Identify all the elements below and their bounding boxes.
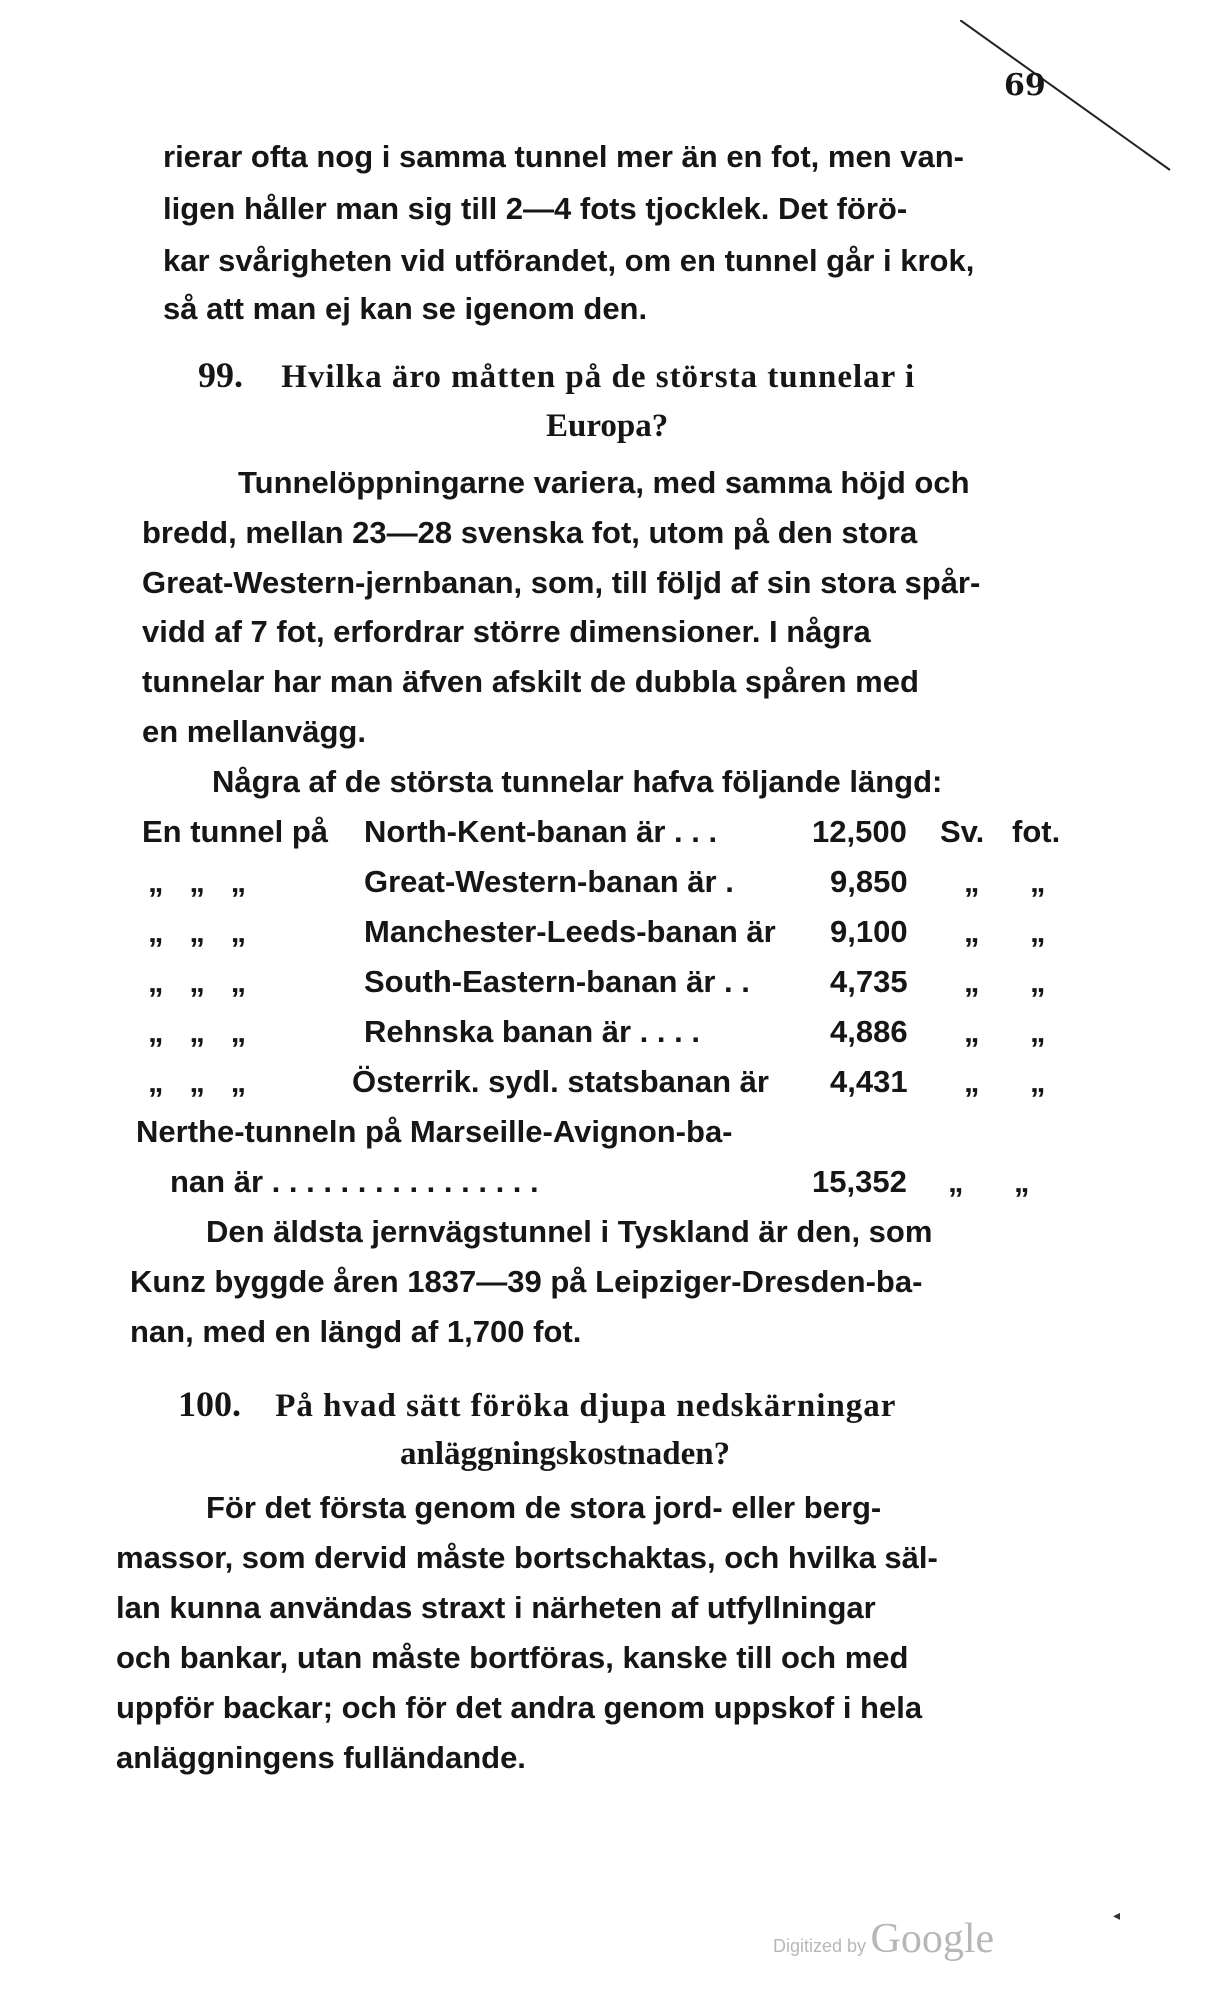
line-text: rierar ofta nog i samma tunnel mer än en fot, men van-	[163, 139, 965, 174]
text-line	[130, 1262, 922, 1302]
text-line	[206, 1488, 881, 1528]
text-line	[142, 563, 980, 603]
line-text: uppför backar; och för det andra genom uppskof i hela	[116, 1690, 923, 1725]
text-line	[116, 1738, 526, 1778]
line-text: bredd, mellan 23—28 svenska fot, utom på den stora	[142, 515, 918, 550]
section-heading-100	[178, 1384, 896, 1426]
heading-text: Europa?	[546, 408, 669, 444]
line-text: ligen håller man sig till 2—4 fots tjocklek. Det förö-	[163, 191, 908, 226]
text-line	[142, 662, 919, 702]
digitized-by-google-watermark	[773, 1915, 994, 1963]
line-text: Nerthe-tunneln på Marseille-Avignon-ba-	[136, 1114, 733, 1149]
row-value: 4,886	[830, 1014, 908, 1049]
row-unit: „	[1030, 864, 1046, 899]
heading-text: Hvilka äro måtten på de största tunnelar i	[281, 359, 916, 395]
line-text: Den äldsta jernvägstunnel i Tyskland är den, som	[206, 1214, 933, 1249]
text-line	[142, 513, 917, 553]
row-label: Rehnska banan är . . . .	[364, 1014, 700, 1049]
row-value: 4,735	[830, 964, 908, 999]
google-wordmark: Google	[870, 1916, 995, 1962]
line-text: och bankar, utan måste bortföras, kanske till och med	[116, 1640, 909, 1675]
row-label-prefix: „ „ „	[148, 964, 247, 999]
row-value: 4,431	[830, 1064, 908, 1099]
row-label-prefix: „ „ „	[148, 1014, 247, 1049]
text-line	[116, 1638, 908, 1678]
row-unit: Sv.	[940, 814, 985, 849]
row-unit: „	[964, 964, 980, 999]
text-line	[163, 189, 907, 229]
scan-mark: ◂	[1113, 1908, 1121, 1924]
row-unit: fot.	[1012, 814, 1061, 849]
line-text: lan kunna användas straxt i närheten af utfyllningar	[116, 1590, 876, 1625]
row-value: 15,352	[812, 1164, 907, 1199]
line-text: så att man ej kan se igenom den.	[163, 291, 648, 326]
row-unit: „	[1030, 1064, 1046, 1099]
heading-text: anläggningskostnaden?	[400, 1436, 731, 1472]
row-label: South-Eastern-banan är . .	[364, 964, 750, 999]
text-line	[136, 1112, 733, 1152]
row-unit: „	[1030, 964, 1046, 999]
text-line	[116, 1588, 876, 1628]
line-text: För det första genom de stora jord- eller berg-	[206, 1490, 882, 1525]
row-value: 9,850	[830, 864, 908, 899]
line-text: en mellanvägg.	[142, 714, 366, 749]
row-label: North-Kent-banan är . . .	[364, 814, 718, 849]
text-line	[163, 137, 1068, 177]
text-line	[116, 1688, 922, 1728]
row-label: Manchester-Leeds-banan är	[364, 914, 776, 949]
line-text: tunnelar har man äfven afskilt de dubbla spåren med	[142, 664, 919, 699]
row-value: 9,100	[830, 914, 908, 949]
row-label: Great-Western-banan är .	[364, 864, 734, 899]
table-intro	[212, 762, 942, 802]
row-unit: „	[964, 914, 980, 949]
digitized-text: Digitized by	[773, 1936, 867, 1956]
line-text: vidd af 7 fot, erfordrar större dimensioner. I några	[142, 614, 871, 649]
row-unit: „	[964, 1064, 980, 1099]
line-text: nan, med en längd af 1,700 fot.	[130, 1314, 582, 1349]
row-label-prefix: „ „ „	[148, 1064, 247, 1099]
line-text: anläggningens fulländande.	[116, 1740, 526, 1775]
line-text: kar svårigheten vid utförandet, om en tunnel går i krok,	[163, 243, 975, 278]
line-text: Kunz byggde åren 1837—39 på Leipziger-Dresden-ba-	[130, 1264, 923, 1299]
row-unit: „	[948, 1164, 964, 1199]
text-line	[238, 463, 970, 503]
section-heading-99	[198, 355, 915, 397]
text-line	[142, 712, 366, 752]
line-text: Great-Western-jernbanan, som, till följd af sin stora spår-	[142, 565, 981, 600]
line-text: massor, som dervid måste bortschaktas, och hvilka säl-	[116, 1540, 938, 1575]
row-label-prefix: „ „ „	[148, 864, 247, 899]
text-line	[163, 289, 647, 329]
row-unit: „	[964, 1014, 980, 1049]
row-unit: „	[1030, 914, 1046, 949]
text-line	[116, 1538, 938, 1578]
section-heading-99-cont	[546, 406, 668, 446]
row-label-prefix: En tunnel på	[142, 814, 328, 849]
page-number: 69	[1004, 68, 1046, 103]
row-unit: „	[964, 864, 980, 899]
row-unit: „	[1030, 1014, 1046, 1049]
section-number: 99.	[198, 355, 243, 395]
row-label: nan är . . . . . . . . . . . . . . . .	[170, 1164, 539, 1199]
row-label-prefix: „ „ „	[148, 914, 247, 949]
line-text: Några af de största tunnelar hafva följande längd:	[212, 764, 943, 799]
text-line	[163, 241, 974, 281]
section-number: 100.	[178, 1384, 241, 1424]
line-text: Tunnelöppningarne variera, med samma höjd och	[238, 465, 970, 500]
section-heading-100-cont	[400, 1434, 730, 1474]
row-label: Österrik. sydl. statsbanan är	[352, 1064, 769, 1099]
heading-text: På hvad sätt föröka djupa nedskärningar	[275, 1388, 897, 1424]
text-line	[206, 1212, 932, 1252]
row-value: 12,500	[812, 814, 907, 849]
text-line	[142, 612, 871, 652]
row-unit: „	[1014, 1164, 1030, 1199]
text-line	[130, 1312, 581, 1352]
